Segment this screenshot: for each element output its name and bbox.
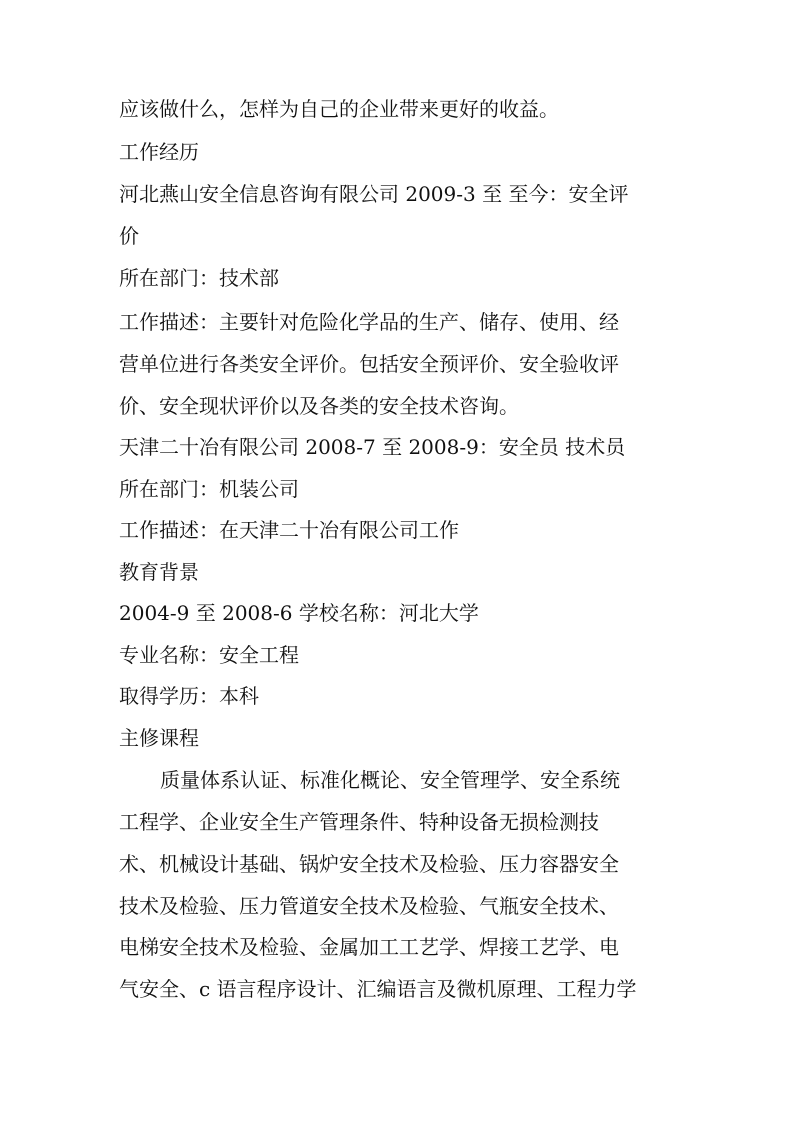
education-major: 专业名称：安全工程 xyxy=(119,643,299,667)
job-1-description-line-2: 营单位进行各类安全评价。包括安全预评价、安全验收评 xyxy=(119,352,619,376)
courses-line-4: 技术及检验、压力管道安全技术及检验、气瓶安全技术、 xyxy=(119,894,619,918)
job-1-title-line-cont: 价 xyxy=(119,224,139,248)
heading-main-courses: 主修课程 xyxy=(119,726,199,750)
job-1-department: 所在部门：技术部 xyxy=(119,266,279,290)
job-2-description: 工作描述：在天津二十冶有限公司工作 xyxy=(119,518,459,542)
job-1-description-line-1: 工作描述：主要针对危险化学品的生产、储存、使用、经 xyxy=(119,310,619,334)
job-1-description-line-3: 价、安全现状评价以及各类的安全技术咨询。 xyxy=(119,394,519,418)
heading-work-experience: 工作经历 xyxy=(119,140,199,164)
education-degree: 取得学历：本科 xyxy=(119,684,259,708)
courses-line-6: 气安全、c 语言程序设计、汇编语言及微机原理、工程力学 xyxy=(119,977,637,1001)
heading-education: 教育背景 xyxy=(119,560,199,584)
education-school-line: 2004-9 至 2008-6 学校名称：河北大学 xyxy=(119,601,479,625)
courses-line-5: 电梯安全技术及检验、金属加工工艺学、焊接工艺学、电 xyxy=(119,935,619,959)
text-line-benefit: 应该做什么，怎样为自己的企业带来更好的收益。 xyxy=(119,97,559,121)
courses-line-1: 质量体系认证、标准化概论、安全管理学、安全系统 xyxy=(160,768,620,792)
job-2-department: 所在部门：机装公司 xyxy=(119,477,299,501)
job-1-title-line: 河北燕山安全信息咨询有限公司 2009-3 至 至今：安全评 xyxy=(119,182,629,206)
job-2-title-line: 天津二十冶有限公司 2008-7 至 2008-9：安全员 技术员 xyxy=(119,435,626,459)
courses-line-3: 术、机械设计基础、锅炉安全技术及检验、压力容器安全 xyxy=(119,852,619,876)
courses-line-2: 工程学、企业安全生产管理条件、特种设备无损检测技 xyxy=(119,810,599,834)
